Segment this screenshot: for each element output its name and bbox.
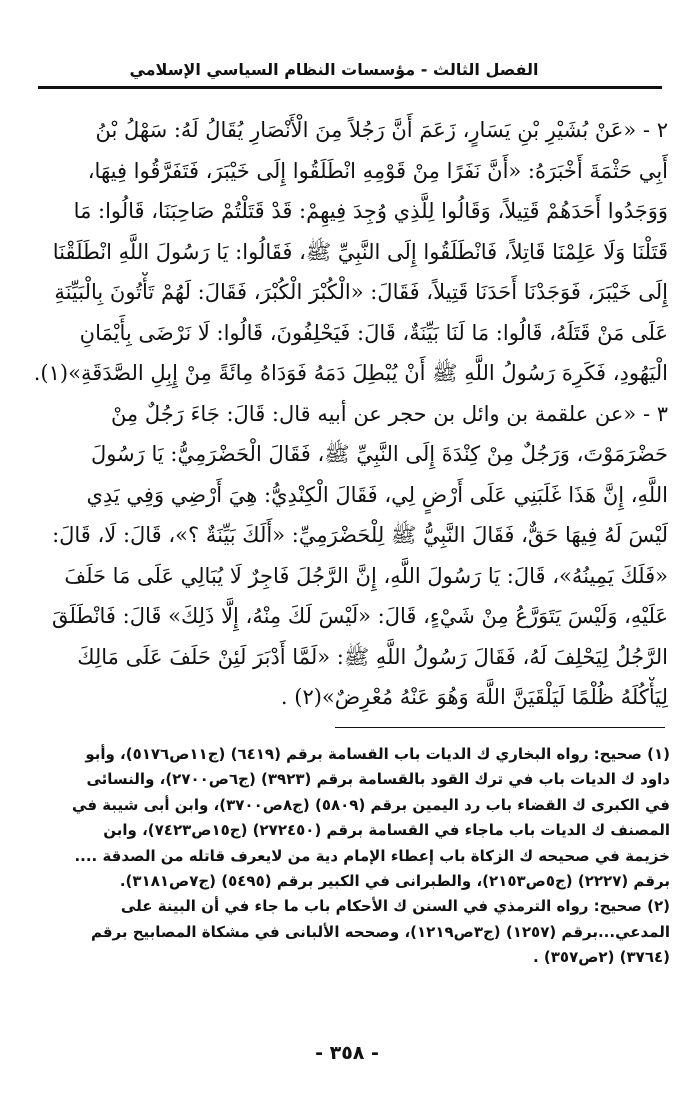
footnote-line: داود ك الديات باب في ترك القود بالقسامة برقم (٣٩٢٣) (ج٦ص٢٧٠٠)، والنسائى [86,770,670,789]
text-line: قَتَلْنَا وَلَا عَلِمْنَا قَاتِلاً، فَانْطَلَقُوا إِلَى النَّبِيِّ ﷺ، فَقَالُوا: يَا رَسُولَ اللَّهِ انْطَلَقْنَا [52,239,668,264]
footnote-separator [335,727,665,728]
header-rule [38,86,662,89]
footnote-line: المصنف ك الديات باب ماجاء في القسامة برقم (٢٧٢٤٥٠) (ج١٥ص٧٤٢٣)، وابن [103,821,670,840]
text-line: عَلَيْهِ، وَلَيْسَ يَتَوَرَّعُ مِنْ شَيْءٍ، قَالَ: «لَيْسَ لَكَ مِنْهُ، إِلَّا ذَلِكَ» قَالَ: فَانْطَلَقَ [52,604,668,628]
text-line: حَضْرَمَوْتَ، وَرَجُلٌ مِنْ كِنْدَةَ إِلَى النَّبِيِّ ﷺ، فَقَالَ الْحَضْرَمِيُّ: يَا رَسُولَ [90,442,668,466]
running-header: الفصل الثالث - مؤسسات النظام السياسي الإسلامي [129,60,539,79]
footnote-line: (١) صحيح: رواه البخاري ك الديات باب القسامة برقم (٦٤١٩) (ج١١ص٥١٧٦)، وأبو [85,745,670,763]
text-line: الْيَهُودِ، فَكَرِهَ رَسُولُ اللَّهِ ﷺ أَنْ يُبْطِلَ دَمَهُ فَوَدَاهُ مِائَةً مِنْ إِبِلِ الصَّدَقَةِ»(١). [33,361,668,385]
text-line: اللَّهِ، إِنَّ هَذَا غَلَبَنِي عَلَى أَرْضٍ لِي، فَقَالَ الْكِنْدِيُّ: هِيَ أَرْضِي وَفِي يَدِي [86,482,668,507]
footnote-line: المدعي...برقم (١٢٥٧) (ج٣ص١٢١٩)، وصححه الألبانى في مشكاة المصابيح برقم [90,922,670,941]
text-line: ٢ - «عَنْ بُشَيْرِ بْنِ يَسَارٍ، زَعَمَ أَنَّ رَجُلاً مِنَ الْأَنْصَارِ يُقَالُ لَهُ: سَهْلُ بْنُ [95,118,668,142]
footnote-line: خزيمة في صحيحه ك الزكاة باب إعطاء الإمام دية من لايعرف قاتله من الصدقة .... [74,846,670,865]
footnote-line: (٣٧٦٤) (٢ص٣٥٧) . [532,948,670,967]
text-line: أَبِي حَثْمَةَ أَخْبَرَهُ: «أَنَّ نَفَرًا مِنْ قَوْمِهِ انْطَلَقُوا إِلَى خَيْبَرَ، فَتَفَرَّقُوا فِيهَا، [87,158,668,183]
footnotes [26,742,670,971]
main-text [30,110,668,718]
text-line: الرَّجُلُ لِيَحْلِفَ لَهُ، فَقَالَ رَسُولُ اللَّهِ ﷺ: «لَمَّا أَدْبَرَ لَئِنْ حَلَفَ عَلَى مَالِكَ [77,644,668,669]
text-line: ٣ - «عن علقمة بن وائل بن حجر عن أبيه قال: قَالَ: جَاءَ رَجُلٌ مِنْ [110,401,668,426]
footnote-line: في الكبرى ك القضاء باب رد اليمين برقم (٥٨٠٩) (ج٨ص٣٧٠٠)، وابن أبى شيبة في [72,795,670,814]
page-number: - ٣٥٨ - [315,1042,379,1064]
text-line: «فَلَكَ يَمِينُهُ»، قَالَ: يَا رَسُولَ اللَّهِ، إِنَّ الرَّجُلَ فَاجِرٌ لَا يُبَالِي عَلَى مَا حَلَفَ [64,563,668,588]
text-line: وَوَجَدُوا أَحَدَهُمْ قَتِيلاً، وَقَالُوا لِلَّذِي وُجِدَ فِيهِمْ: قَدْ قَتَلْتُمْ صَاحِبَنَا، قَالُوا: مَا [73,199,668,223]
text-line: إِلَى خَيْبَرَ، فَوَجَدْنَا أَحَدَنَا قَتِيلاً، فَقَالَ: «الْكُبْرَ الْكُبْرَ، فَقَالَ: لَهُمْ تَأْتُونَ بِالْبَيِّنَةِ [54,280,668,304]
text-line: لَيْسَ لَهُ فِيهَا حَقٌّ، فَقَالَ النَّبِيُّ ﷺ لِلْحَضْرَمِيِّ: «أَلَكَ بَيِّنَةٌ ؟»، قَالَ: لَا، قَالَ: [52,523,668,547]
text-line: لِيَأْكُلَهُ ظُلْمًا لَيَلْقَيَنَّ اللَّهَ وَهُوَ عَنْهُ مُعْرِضٌ»(٢) . [280,685,668,709]
footnote-line: (٢) صحيح: رواه الترمذي في السنن ك الأحكام باب ما جاء في أن البينة على [120,897,670,916]
text-line: عَلَى مَنْ قَتَلَهُ، قَالُوا: مَا لَنَا بَيِّنَةٌ، قَالَ: فَيَحْلِفُونَ، قَالُوا: لَا نَرْضَى بِأَيْمَانِ [79,320,668,345]
footnote-line: برقم (٢٢٢٧) (ج٥ص٢١٥٣)، والطبرانى في الكبير برقم (٥٤٩٥) (ج٧ص٣١٨١). [119,871,670,890]
